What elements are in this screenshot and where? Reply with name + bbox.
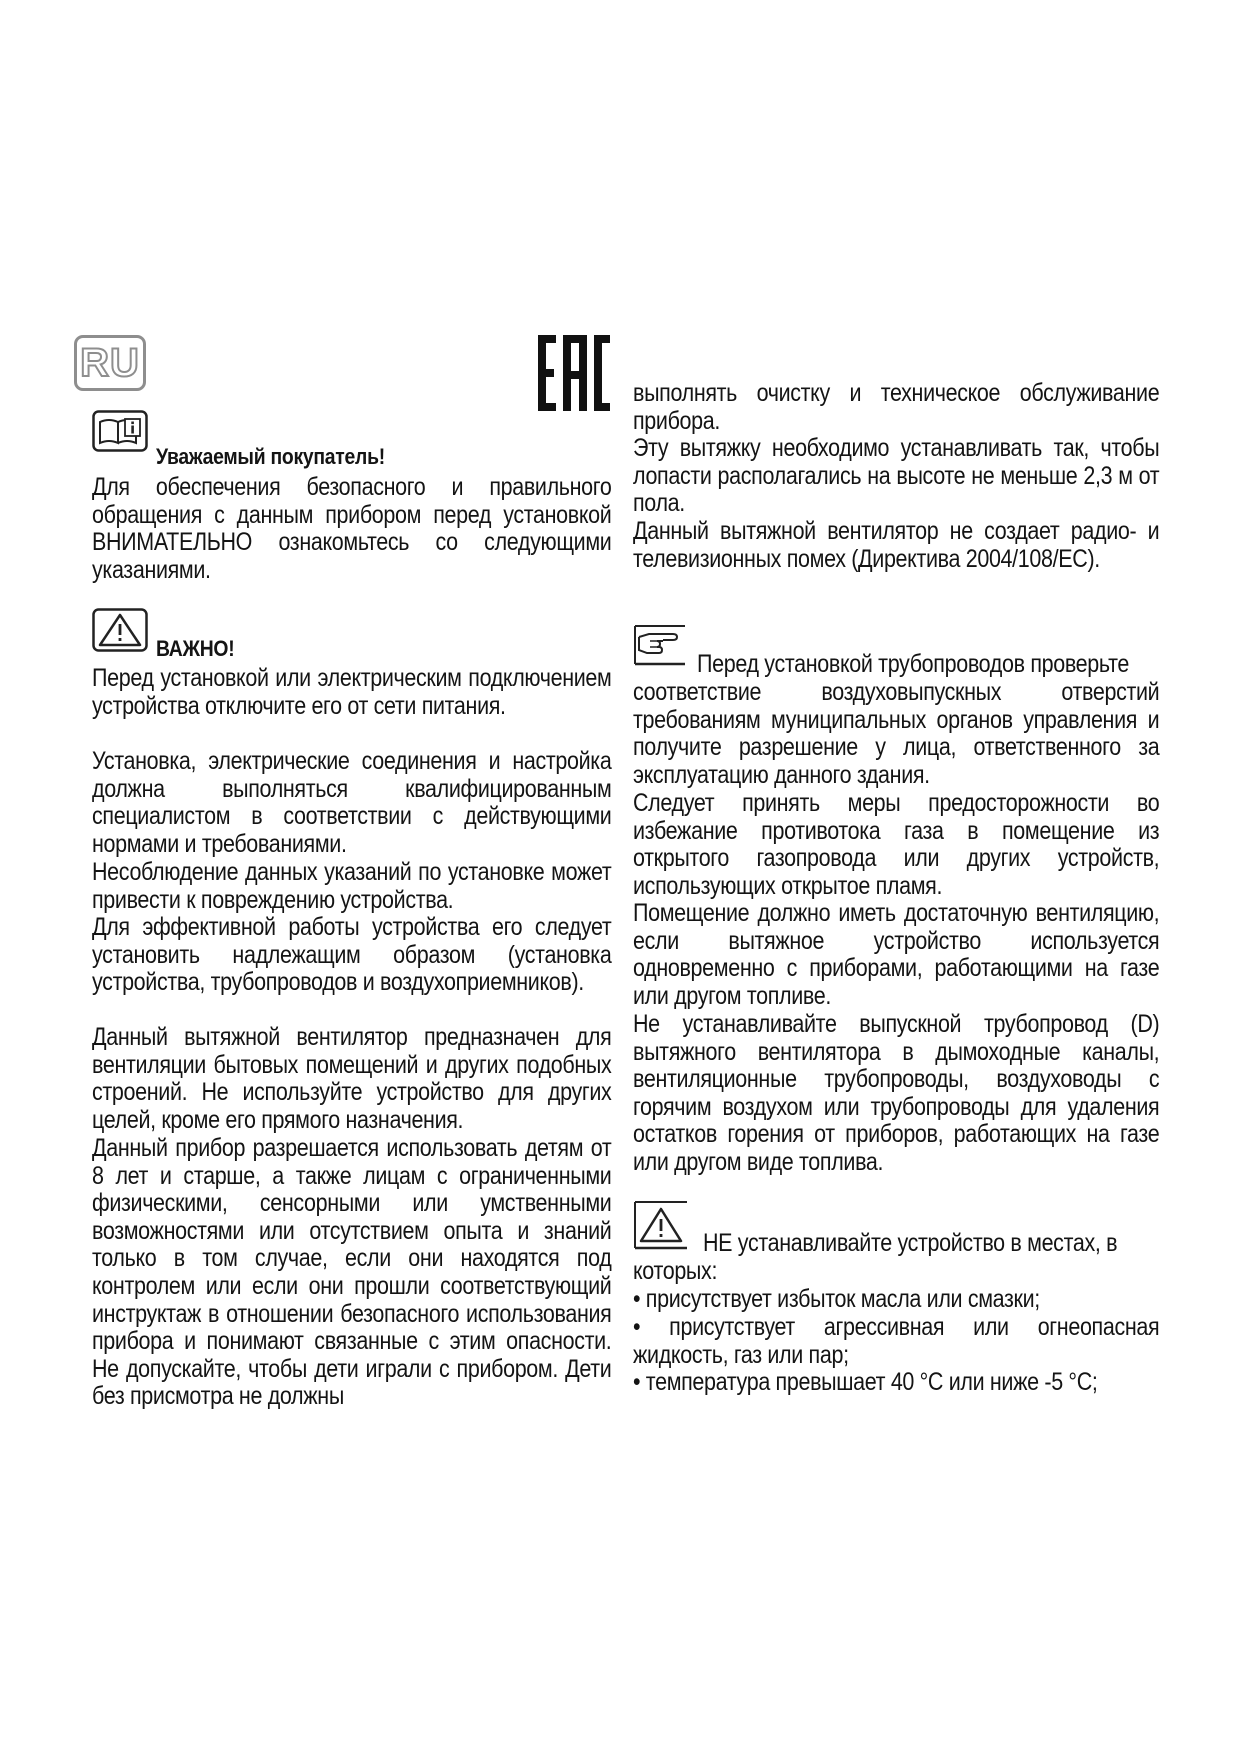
- language-badge: [74, 335, 146, 391]
- warning-list-item-2: • присутствует агрессивная или огнеопасная жидкость, газ или пар;: [633, 1313, 1160, 1369]
- important-paragraph-4: Для эффективной работы устройства его следует установить надлежащим образом (установка устройства, трубопроводов и воздухоприемников).: [92, 913, 612, 997]
- note-paragraph-2: Следует принять меры предосторожности во избежание противотока газа в помещение из открытого газопровода или других устройств, использующих открытое пламя.: [633, 789, 1160, 900]
- warning-list-item-3: • температура превышает 40 °C или ниже -5 °C;: [633, 1368, 1098, 1396]
- read-manual-icon: [92, 410, 148, 452]
- continuation-paragraph-3: Данный вытяжной вентилятор не создает радио- и телевизионных помех (Директива 2004/108/EC).: [633, 517, 1160, 573]
- eac-certification-mark: [538, 335, 610, 411]
- greeting-text: Для обеспечения безопасного и правильного обращения с данным прибором перед установкой ВНИМАТЕЛЬНО ознакомьтесь со следующими указаниями.: [92, 473, 612, 584]
- warning-first-line: НЕ устанавливайте устройство в местах, в: [703, 1229, 1118, 1257]
- continuation-paragraph-1: выполнять очистку и техническое обслуживание прибора.: [633, 379, 1160, 435]
- greeting-title: Уважаемый покупатель!: [156, 444, 385, 469]
- note-first-line: Перед установкой трубопроводов проверьте: [697, 650, 1129, 678]
- language-badge-label: RU: [80, 340, 140, 385]
- warning-triangle-icon: [633, 1200, 689, 1250]
- pointing-hand-icon: [633, 624, 687, 666]
- note-paragraph-4: Не устанавливайте выпускной трубопровод (D) вытяжного вентилятора в дымоходные каналы, вентиляционные трубопроводы, воздуховоды с горячим воздухом или трубопроводы для удаления остатков горения от приборов, работающих на газе или другом виде топлива.: [633, 1010, 1160, 1176]
- children-use-paragraph: Данный прибор разрешается использовать детям от 8 лет и старше, а также лицам с ограниченными физическими, сенсорными или умственными возможностями или отсутствием опыта и знаний только в том случае, если они находятся под контролем или если они прошли соответствующий инструктаж в отношении безопасного использования прибора и понимают связанные с этим опасности. Не допускайте, чтобы дети играли с прибором. Дети без присмотра не должны: [92, 1134, 612, 1411]
- purpose-paragraph: Данный вытяжной вентилятор предназначен для вентиляции бытовых помещений и других подобных строений. Не используйте устройство для других целей, кроме его прямого назначения.: [92, 1023, 612, 1134]
- warning-triangle-icon: [92, 608, 148, 652]
- continuation-paragraph-2: Эту вытяжку необходимо устанавливать так, чтобы лопасти располагались на высоте не меньше 2,3 м от пола.: [633, 434, 1160, 518]
- important-paragraph-3: Несоблюдение данных указаний по установке может привести к повреждению устройства.: [92, 858, 612, 914]
- warning-second-line: которых:: [633, 1257, 718, 1285]
- important-paragraph-1: Перед установкой или электрическим подключением устройства отключите его от сети питания.: [92, 664, 612, 720]
- important-paragraph-2: Установка, электрические соединения и настройка должна выполняться квалифицированным специалистом в соответствии с действующими нормами и требованиями.: [92, 747, 612, 858]
- warning-list-item-1: • присутствует избыток масла или смазки;: [633, 1285, 1040, 1313]
- important-title: ВАЖНО!: [156, 636, 235, 661]
- note-paragraph-1: соответствие воздуховыпускных отверстий требованиям муниципальных органов управления и получите разрешение у лица, ответственного за эксплуатацию данного здания.: [633, 678, 1160, 789]
- note-paragraph-3: Помещение должно иметь достаточную вентиляцию, если вытяжное устройство используется одновременно с приборами, работающими на газе или другом топливе.: [633, 899, 1160, 1010]
